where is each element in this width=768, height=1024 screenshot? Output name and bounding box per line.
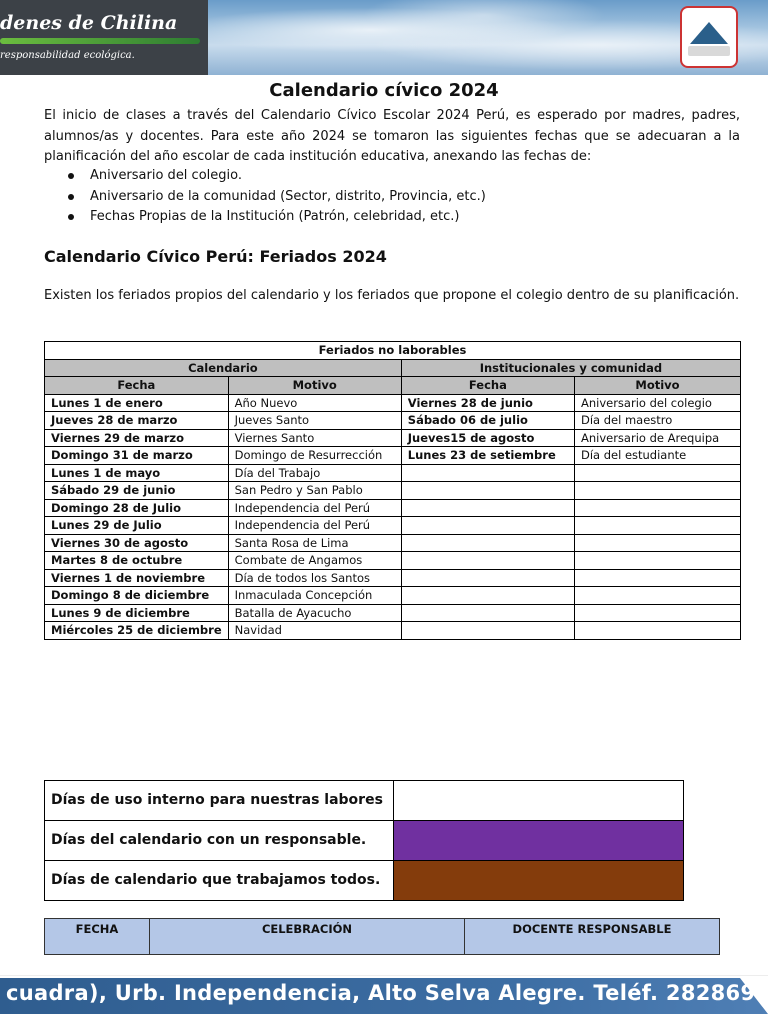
cell-fecha: Lunes 29 de Julio — [45, 517, 229, 535]
cell-fecha-institucional — [401, 534, 574, 552]
legend-row — [45, 861, 684, 901]
cell-motivo-institucional — [574, 604, 740, 622]
cell-motivo: San Pedro y San Pablo — [228, 482, 401, 500]
table-row — [45, 604, 741, 622]
list-item — [68, 187, 486, 208]
column-header-motivo: Motivo — [574, 377, 740, 395]
group-header-institucionales: Institucionales y comunidad — [401, 359, 740, 377]
cell-motivo-institucional: Aniversario de Arequipa — [574, 429, 740, 447]
list-item — [68, 207, 486, 228]
cell-motivo: Independencia del Perú — [228, 517, 401, 535]
table-row — [45, 482, 741, 500]
cell-motivo: Jueves Santo — [228, 412, 401, 430]
bullet-icon — [68, 173, 74, 179]
intro-paragraph: El inicio de clases a través del Calendario Cívico Escolar 2024 Perú, es esperado por madres, padres, alumnos/as y docentes. Para este año 2024 se tomaron las siguientes fechas que se adecuaran a la planificación del año escolar de cada institución educativa, anexando las fechas de: — [44, 108, 740, 164]
legend-swatch — [394, 821, 684, 861]
list-item — [68, 166, 486, 187]
column-header-docente: DOCENTE RESPONSABLE — [465, 919, 720, 955]
list-item-text: Aniversario del colegio. — [90, 168, 242, 183]
table-row — [45, 552, 741, 570]
cell-fecha-institucional — [401, 517, 574, 535]
legend-label: Días del calendario con un responsable. — [45, 821, 394, 861]
cell-motivo: Viernes Santo — [228, 429, 401, 447]
cell-fecha-institucional — [401, 587, 574, 605]
cell-fecha: Lunes 1 de enero — [45, 394, 229, 412]
legend-row — [45, 821, 684, 861]
feriados-table — [44, 341, 741, 640]
bullet-list — [68, 166, 486, 228]
table-body — [45, 394, 741, 639]
responsables-table — [44, 918, 720, 955]
legend-swatch — [394, 861, 684, 901]
cell-fecha-institucional: Lunes 23 de setiembre — [401, 447, 574, 465]
table-row — [45, 464, 741, 482]
table-row — [45, 569, 741, 587]
legend-row — [45, 781, 684, 821]
legend-label: Días de uso interno para nuestras labores — [45, 781, 394, 821]
cell-fecha-institucional — [401, 569, 574, 587]
list-item-text: Aniversario de la comunidad (Sector, distrito, Provincia, etc.) — [90, 188, 486, 204]
brand-underline — [0, 38, 200, 44]
cell-fecha-institucional — [401, 552, 574, 570]
cell-motivo-institucional — [574, 569, 740, 587]
cell-fecha: Sábado 29 de junio — [45, 482, 229, 500]
header-banner — [0, 0, 768, 75]
bullet-icon — [68, 214, 74, 220]
cell-motivo-institucional — [574, 499, 740, 517]
table-row — [45, 517, 741, 535]
table-row — [45, 587, 741, 605]
cell-motivo: Combate de Angamos — [228, 552, 401, 570]
legend-label: Días de calendario que trabajamos todos. — [45, 861, 394, 901]
cell-fecha: Viernes 1 de noviembre — [45, 569, 229, 587]
cell-fecha: Domingo 28 de Julio — [45, 499, 229, 517]
column-header-motivo: Motivo — [228, 377, 401, 395]
cell-motivo: Independencia del Perú — [228, 499, 401, 517]
brand-block — [0, 0, 208, 75]
footer-address: cuadra), Urb. Independencia, Alto Selva Alegre. Teléf. 282869 — [6, 981, 756, 1005]
brand-name: denes de Chilina — [0, 12, 178, 34]
cell-motivo: Inmaculada Concepción — [228, 587, 401, 605]
cell-motivo-institucional — [574, 534, 740, 552]
legend-swatch — [394, 781, 684, 821]
page-title: Calendario cívico 2024 — [269, 80, 499, 101]
cell-motivo-institucional — [574, 587, 740, 605]
table-row — [45, 534, 741, 552]
table-row — [45, 499, 741, 517]
cell-fecha: Viernes 29 de marzo — [45, 429, 229, 447]
table-row — [45, 412, 741, 430]
cell-fecha-institucional — [401, 604, 574, 622]
column-header-fecha: FECHA — [45, 919, 150, 955]
cell-motivo-institucional: Día del maestro — [574, 412, 740, 430]
cell-fecha: Miércoles 25 de diciembre — [45, 622, 229, 640]
cell-motivo-institucional — [574, 464, 740, 482]
crest-base — [688, 46, 730, 56]
cell-fecha-institucional: Jueves15 de agosto — [401, 429, 574, 447]
table-caption: Feriados no laborables — [45, 342, 741, 360]
mountain-icon — [690, 22, 728, 44]
table-row — [45, 622, 741, 640]
school-crest-logo — [680, 6, 738, 68]
cell-motivo: Batalla de Ayacucho — [228, 604, 401, 622]
cell-fecha: Lunes 9 de diciembre — [45, 604, 229, 622]
cell-motivo-institucional: Día del estudiante — [574, 447, 740, 465]
column-header-fecha: Fecha — [401, 377, 574, 395]
legend-table — [44, 780, 684, 901]
cell-fecha: Domingo 31 de marzo — [45, 447, 229, 465]
cell-motivo: Navidad — [228, 622, 401, 640]
cell-motivo-institucional — [574, 517, 740, 535]
column-header-fecha: Fecha — [45, 377, 229, 395]
cell-motivo: Domingo de Resurrección — [228, 447, 401, 465]
cell-fecha-institucional: Viernes 28 de junio — [401, 394, 574, 412]
cell-motivo: Santa Rosa de Lima — [228, 534, 401, 552]
column-header-celebracion: CELEBRACIÓN — [150, 919, 465, 955]
table-row — [45, 447, 741, 465]
list-item-text: Fechas Propias de la Institución (Patrón, celebridad, etc.) — [90, 209, 460, 224]
cell-fecha: Martes 8 de octubre — [45, 552, 229, 570]
cell-motivo-institucional — [574, 482, 740, 500]
cell-motivo-institucional — [574, 622, 740, 640]
table-row — [45, 394, 741, 412]
cell-fecha: Lunes 1 de mayo — [45, 464, 229, 482]
table-row — [45, 429, 741, 447]
section-heading: Calendario Cívico Perú: Feriados 2024 — [44, 247, 387, 266]
cell-fecha: Viernes 30 de agosto — [45, 534, 229, 552]
footer-banner — [0, 976, 768, 1024]
cell-fecha-institucional: Sábado 06 de julio — [401, 412, 574, 430]
cell-fecha-institucional — [401, 464, 574, 482]
cell-fecha-institucional — [401, 622, 574, 640]
cell-motivo: Año Nuevo — [228, 394, 401, 412]
cell-motivo: Día del Trabajo — [228, 464, 401, 482]
cell-fecha: Domingo 8 de diciembre — [45, 587, 229, 605]
bullet-icon — [68, 194, 74, 200]
cell-fecha: Jueves 28 de marzo — [45, 412, 229, 430]
cell-fecha-institucional — [401, 499, 574, 517]
section-paragraph: Existen los feriados propios del calendario y los feriados que propone el colegio dentro de su planificación. — [44, 288, 740, 303]
brand-tagline: responsabilidad ecológica. — [0, 50, 135, 61]
group-header-calendario: Calendario — [45, 359, 402, 377]
cell-fecha-institucional — [401, 482, 574, 500]
cell-motivo-institucional — [574, 552, 740, 570]
cell-motivo-institucional: Aniversario del colegio — [574, 394, 740, 412]
cell-motivo: Día de todos los Santos — [228, 569, 401, 587]
